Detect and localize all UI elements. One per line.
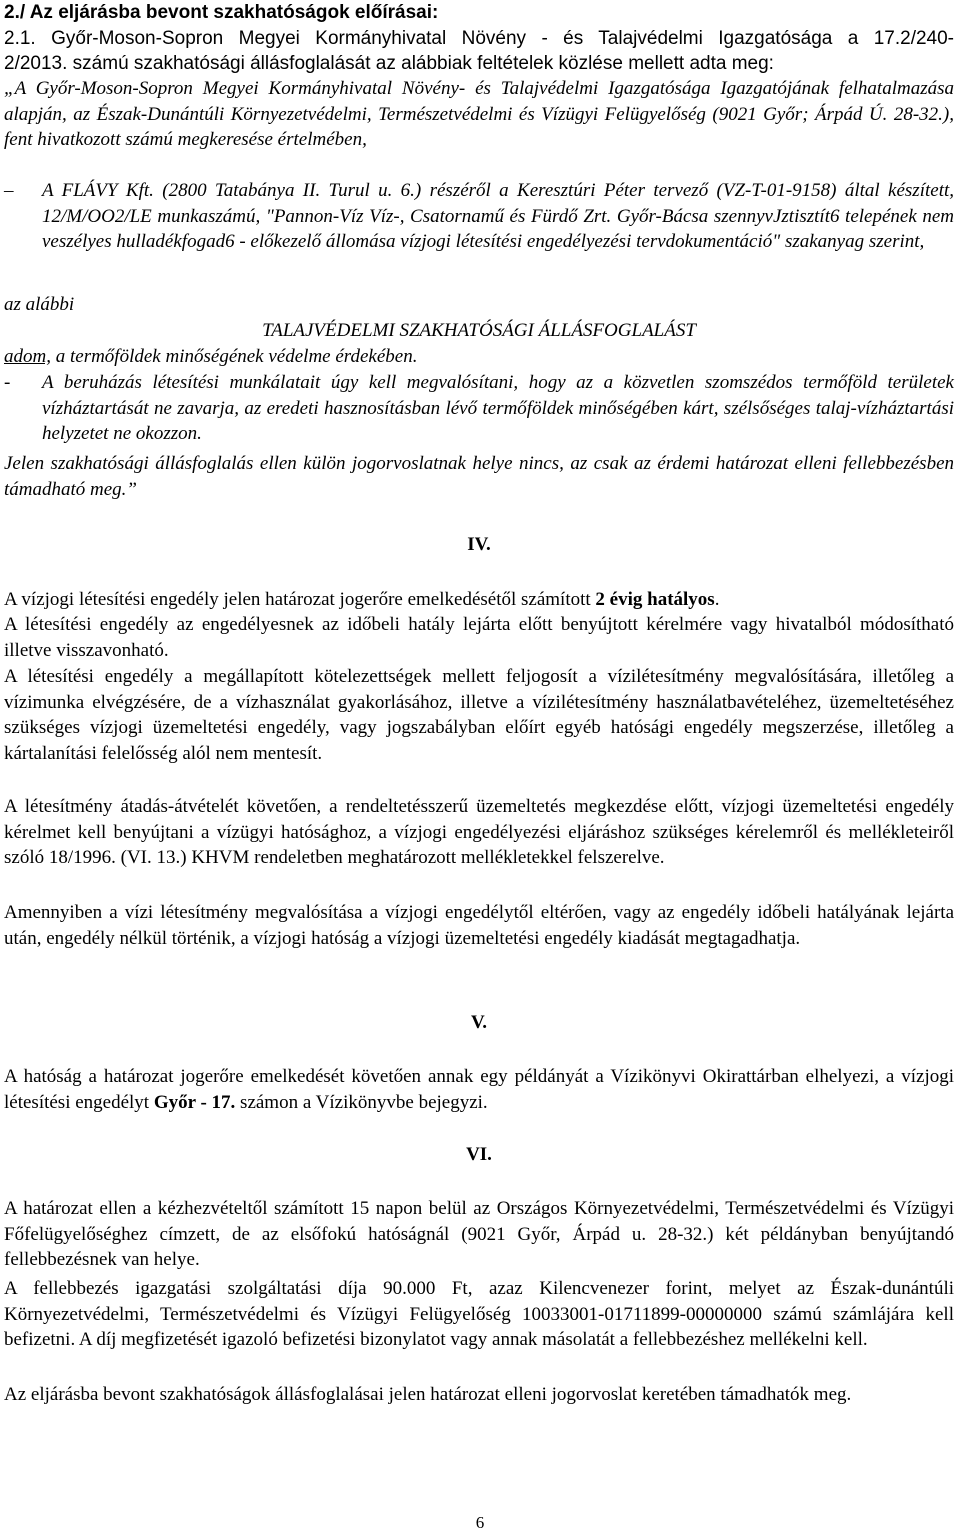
quote-alabbi: az alábbi xyxy=(4,294,75,315)
bullet-text: A beruházás létesítési munkálatait úgy kell megvalósítani, hogy az a közvetlen szomszédos termőföld területek vízháztartását ne zavarja, az eredeti hasznosításban lévő termőföldek minőségében kárt, szélsőséges talaj-vízháztartási helyzetet ne okozzon. xyxy=(42,372,954,444)
quote-bullet xyxy=(4,370,954,447)
iv-p1-end: . xyxy=(714,589,720,610)
quote-title: TALAJVÉDELMI SZAKHATÓSÁGI ÁLLÁSFOGLALÁST xyxy=(262,320,696,341)
adom-rest: a termőföldek minőségének védelme érdekében. xyxy=(50,346,418,367)
v-p1-text: A hatóság a határozat jogerőre emelkedését követően annak egy példányát a Vízikönyvi Okirattárban elhelyezi, a vízjogi létesítési engedélyt xyxy=(4,1066,954,1113)
section-vi-p3: Az eljárásba bevont szakhatóságok állásfoglalásai jelen határozat elleni jogorvoslat keretében támadhatók meg. xyxy=(4,1384,852,1405)
iv-p1-text: A vízjogi létesítési engedély jelen határozat jogerőre emelkedésétől számított xyxy=(4,589,596,610)
iv-p1-bold: 2 évig hatályos xyxy=(595,589,715,610)
section-vi-p2: A fellebbezés igazgatási szolgáltatási díja 90.000 Ft, azaz Kilencvenezer forint, melyet az Észak-dunántúli Környezetvédelmi, Természetvédelmi és Vízügyi Felügyelőség 10033001-01711899-00000000 számú számlájára kell befizetni. A díj megfizetését igazoló befizetési bizonylatot vagy annak másolatát a fellebbezéshez mellékelni kell. xyxy=(4,1278,954,1350)
adom-underlined: adom, xyxy=(4,346,51,367)
section-2-1-line-cont: 2/2013. számú szakhatósági állásfoglalását az alábbiak feltételek közlése mellett adta meg: xyxy=(4,53,774,74)
v-p1-end: számon a Vízikönyvbe bejegyzi. xyxy=(235,1091,488,1113)
quote-closing: Jelen szakhatósági állásfoglalás ellen külön jogorvoslatnak helye nincs, az csak az érdemi határozat elleni fellebbezésben támadható meg.” xyxy=(4,453,954,500)
agencies-header xyxy=(4,0,954,77)
section-v-heading: V. xyxy=(470,1012,488,1033)
quote-dash-item xyxy=(4,178,954,255)
dash-marker: – xyxy=(4,180,14,201)
section-iv-p2: A létesítési engedély az engedélyesnek az időbeli hatály lejárta előtt benyújtott kérelmére vagy hivatalból módosítható illetve visszavonható. xyxy=(4,614,954,661)
quote-adom xyxy=(4,344,954,370)
section-iv-p1 xyxy=(4,587,954,613)
section-iv-heading: IV. xyxy=(467,534,491,555)
section-iv-p5: Amennyiben a vízi létesítmény megvalósítása a vízjogi engedélytől eltérően, vagy az engedély időbeli hatályának lejárta után, engedély nélkül történik, a vízjogi hatóság a vízjogi üzemeltetési engedély kiadását megtagadhatja. xyxy=(4,902,954,949)
bullet-marker: - xyxy=(4,372,11,393)
page-number: 6 xyxy=(475,1513,485,1532)
dash-item-text: A FLÁVY Kft. (2800 Tatabánya II. Turul u. 6.) részéről a Keresztúri Péter tervező (VZ-T-01-9158) által készített, 12/M/OO2/LE munkaszámú, "Pannon-Víz Víz-, Csatornamű és Fürdő Zrt. Győr-Bácsa szennyvJztisztít6 telepének nem veszélyes hulladékfogad6 - előkezelő állomása vízjogi létesítési engedélyezési tervdokumentáció" szakanyag szerint, xyxy=(42,180,954,252)
section-iv-p4: A létesítmény átadás-átvételét követően, a rendeltetésszerű üzemeltetés megkezdése előtt, vízjogi üzemeltetési engedély kérelmet kell benyújtani a vízügyi hatósághoz, a vízjogi engedélyezési eljáráshoz szükséges kérelemről és mellékleteiről szóló 18/1996. (VI. 13.) KHVM rendeletben meghatározott mellékletekkel felszerelve. xyxy=(4,796,954,868)
v-p1-bold: Győr - 17. xyxy=(153,1091,236,1113)
quote-opening: „A Győr-Moson-Sopron Megyei Kormányhivatal Növény- és Talajvédelmi Igazgatósága Igazgatójának felhatalmazása alapján, az Észak-Dunántúli Környezetvédelmi, Természetvédelmi és Vízügyi Felügyelőség (9021 Győr; Árpád Ú. 28-32.), fent hivatkozott számú megkeresése értelmében, xyxy=(4,78,954,150)
section-v-p1 xyxy=(4,1064,954,1115)
section-iv-p3: A létesítési engedély a megállapított kötelezettségek mellett feljogosít a vízilétesítmény megvalósítására, illetőleg a vízimunka elvégzésére, de a vízhasználat gyakorlásához, illetve a vízilétesítmény használatbavételéhez, üzemeltetéséhez szükséges vízjogi üzemeltetési engedély, vagy jogszabályban előírt egyéb hatósági engedély megszerzése, illetőleg a kártalanítási felelősség alól nem mentesít. xyxy=(4,666,954,764)
section-2-title: 2./ Az eljárásba bevont szakhatóságok előírásai: xyxy=(4,2,439,23)
section-vi-heading: VI. xyxy=(466,1144,492,1165)
section-2-1-line: 2.1. Győr-Moson-Sopron Megyei Kormányhivatal Növény - és Talajvédelmi Igazgatósága a 17.2/240- xyxy=(4,27,954,49)
section-vi-p1: A határozat ellen a kézhezvételtől számított 15 napon belül az Országos Környezetvédelmi, Természetvédelmi és Vízügyi Főfelügyelőséghez címzett, de az elsőfokú hatóságnál (9021 Győr, Árpád u. 28-32.) két példányban benyújtandó fellebbezésnek van helye. xyxy=(4,1198,954,1270)
